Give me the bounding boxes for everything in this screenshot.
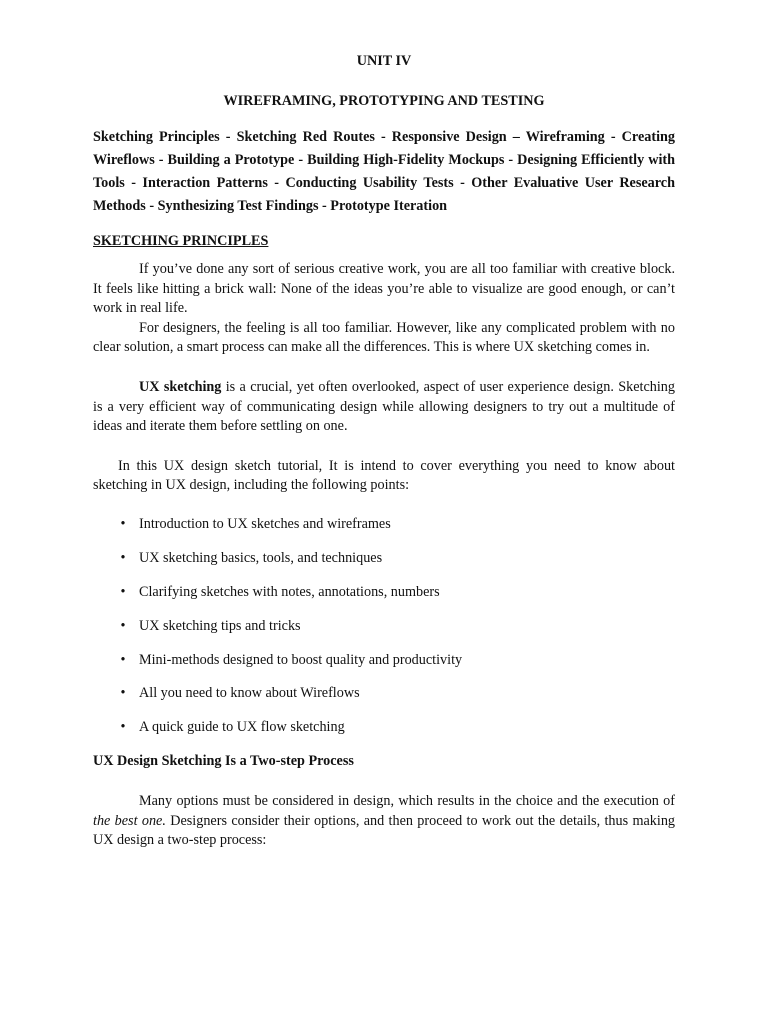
paragraph-ux-sketching-text: is a crucial, yet often overlooked, aspect of user experience design. Sketching is a very efficient way of communicating design while allowing designers to try out a multitude of ideas and iterate them before settling on one. bbox=[93, 378, 675, 435]
list-item bbox=[93, 549, 675, 569]
paragraph-two-step-text-end: Designers consider their options, and then proceed to work out the details, thus making UX design a two-step process: bbox=[93, 812, 676, 849]
list-item-text: A quick guide to UX flow sketching bbox=[139, 719, 345, 736]
list-item-text: Mini-methods designed to boost quality and productivity bbox=[139, 651, 463, 668]
main-title: WIREFRAMING, PROTOTYPING AND TESTING bbox=[223, 93, 545, 109]
section-heading-sketching-principles: SKETCHING PRINCIPLES bbox=[93, 233, 269, 249]
paragraph-two-step-text-start: Many options must be considered in design, which results in the choice and the execution of bbox=[139, 793, 675, 810]
list-item-text: UX sketching tips and tricks bbox=[139, 617, 301, 634]
bullet-icon: • bbox=[120, 617, 126, 634]
paragraph-designers-feeling: For designers, the feeling is all too familiar. However, like any complicated problem with no clear solution, a smart process can make all the differences. This is where UX sketching comes in. bbox=[93, 319, 675, 356]
bullet-icon: • bbox=[120, 719, 126, 736]
unit-title: UNIT IV bbox=[356, 53, 412, 69]
list-item bbox=[93, 684, 675, 704]
bullet-icon: • bbox=[120, 549, 126, 566]
bullet-icon: • bbox=[120, 651, 126, 668]
paragraph-tutorial-intro: In this UX design sketch tutorial, It is intend to cover everything you need to know about sketching in UX design, including the following points: bbox=[93, 457, 675, 494]
list-item-text: UX sketching basics, tools, and techniques bbox=[139, 549, 383, 566]
list-item bbox=[93, 617, 675, 637]
list-item bbox=[93, 583, 675, 603]
bullet-icon: • bbox=[120, 583, 126, 600]
sub-heading-two-step-process: UX Design Sketching Is a Two-step Process bbox=[93, 753, 354, 770]
paragraph-two-step bbox=[93, 792, 675, 851]
paragraph-creative-block: If you’ve done any sort of serious creative work, you are all too familiar with creative block. It feels like hitting a brick wall: None of the ideas you’re able to visualize are good enough, or can’t work in real life. bbox=[93, 261, 675, 317]
points-list bbox=[93, 515, 675, 738]
list-item-text: All you need to know about Wireflows bbox=[139, 685, 360, 702]
paragraph-ux-sketching bbox=[93, 378, 675, 437]
bullet-icon: • bbox=[120, 515, 126, 532]
list-item-text: Introduction to UX sketches and wireframes bbox=[139, 515, 391, 532]
list-item bbox=[93, 651, 675, 671]
list-item-text: Clarifying sketches with notes, annotations, numbers bbox=[139, 583, 440, 600]
syllabus-topics: Sketching Principles - Sketching Red Routes - Responsive Design – Wireframing - Creating Wireflows - Building a Prototype - Building High-Fidelity Mockups - Designing Efficiently with Tools - Interaction Patterns - Conducting Usability Tests - Other Evaluative User Research Methods - Synthesizing Test Findings - Prototype Iteration bbox=[93, 129, 675, 214]
emphasis-best-one: the best one. bbox=[93, 812, 166, 829]
term-ux-sketching: UX sketching bbox=[139, 378, 222, 395]
bullet-icon: • bbox=[120, 685, 126, 702]
list-item bbox=[93, 515, 675, 535]
list-item bbox=[93, 718, 675, 738]
page-content bbox=[93, 52, 675, 851]
